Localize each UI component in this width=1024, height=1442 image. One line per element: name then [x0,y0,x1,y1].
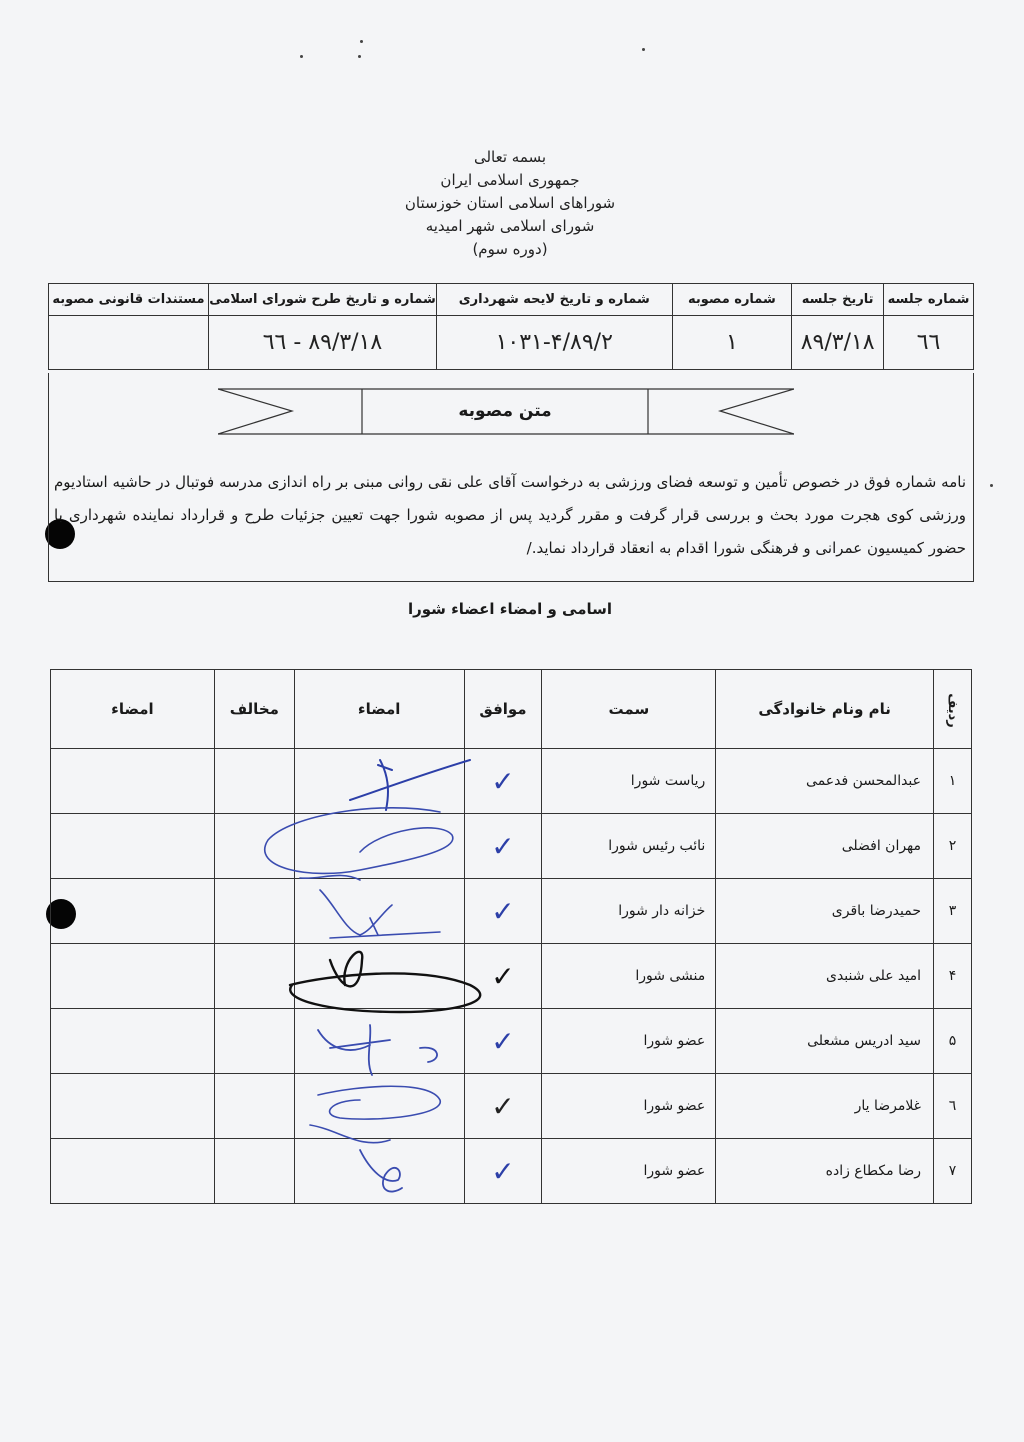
members-section-title: اسامی و امضاء اعضاء شورا [407,600,613,618]
agree-check-icon: ✓ [464,1074,542,1139]
row-number: ١ [934,749,972,814]
invocation: بسمه تعالی [473,148,547,166]
session-number-value: ٦٦ [884,316,974,370]
oppose-cell [214,1009,294,1074]
agree-check-icon: ✓ [464,814,542,879]
signature2-cell [51,1009,215,1074]
row-number: ۴ [934,944,972,1009]
session-number-header: شماره جلسه [884,284,974,316]
name-header: نام ونام خانوادگی [716,670,934,749]
signature2-cell [51,1139,215,1204]
member-name: مهران افضلی [716,814,934,879]
row-number: ۵ [934,1009,972,1074]
member-name: حمیدرضا باقری [716,879,934,944]
signature2-cell [51,879,215,944]
oppose-cell [214,1074,294,1139]
agree-check-icon: ✓ [464,1139,542,1204]
scan-speck [300,55,303,58]
council-term: (دوره سوم) [472,240,548,258]
scan-speck [642,48,645,51]
signature2-header: امضاء [51,670,215,749]
oppose-cell [214,814,294,879]
signature2-cell [51,944,215,1009]
member-name: عبدالمحسن فدعمی [716,749,934,814]
agree-check-icon: ✓ [464,1009,542,1074]
scan-speck [358,55,361,58]
oppose-header: مخالف [214,670,294,749]
members-table [50,669,972,1204]
oppose-cell [214,1139,294,1204]
plan-number-date-value: ٨٩/٣/١٨ - ٦٦ [208,316,436,370]
table-row [51,1074,972,1139]
member-name: رضا مکطاع زاده [716,1139,934,1204]
resolution-meta-table [48,283,974,370]
signature-cell [294,1074,464,1139]
member-name: امید علی شنبدی [716,944,934,1009]
signature-cell [294,1139,464,1204]
document-header [300,146,720,261]
oppose-cell [214,944,294,1009]
member-position: خزانه دار شورا [542,879,716,944]
legal-documents-value [49,316,209,370]
oppose-cell [214,879,294,944]
resolution-text: نامه شماره فوق در خصوص تأمین و توسعه فضای ورزشی به درخواست آقای علی نقی روانی مبنی بر راه اندازی مدرسه فوتبال در حاشیه استادیوم ورزشی کوی هجرت مورد بحث و بررسی قرار گرفت و مقرر گردید پس از مصوبه شورا جهت تعیین جزئیات طرح و قرارداد نماینده شهرداری با حضور کمیسیون عمرانی و فرهنگی شورا اقدام به انعقاد قرارداد نماید./ [54,473,966,557]
resolution-number-header: شماره مصوبه [672,284,792,316]
signature-cell [294,879,464,944]
table-row [51,1009,972,1074]
scan-speck [360,40,363,43]
table-row [51,749,972,814]
session-date-value: ٨٩/٣/١٨ [792,316,884,370]
member-position: نائب رئیس شورا [542,814,716,879]
table-row [51,814,972,879]
row-number-header: ردیف [934,670,972,749]
row-number: ٢ [934,814,972,879]
signature-cell [294,944,464,1009]
oppose-cell [214,749,294,814]
city-council: شورای اسلامی شهر امیدیه [425,217,595,235]
agree-check-icon: ✓ [464,749,542,814]
bill-number-date-value: ٨٩/٢/۴-١٠٣١ [436,316,672,370]
signature-header: امضاء [294,670,464,749]
member-position: منشی شورا [542,944,716,1009]
member-position: عضو شورا [542,1139,716,1204]
agree-header: موافق [464,670,542,749]
plan-number-date-header: شماره و تاریخ طرح شورای اسلامی [208,284,436,316]
bill-number-date-header: شماره و تاریخ لایحه شهرداری [436,284,672,316]
position-header: سمت [542,670,716,749]
legal-documents-header: مستندات قانونی مصوبه [49,284,209,316]
signature-cell [294,1009,464,1074]
agree-check-icon: ✓ [464,944,542,1009]
resolution-number-value: ١ [672,316,792,370]
signature2-cell [51,814,215,879]
signature2-cell [51,1074,215,1139]
row-number: ٧ [934,1139,972,1204]
country-name: جمهوری اسلامی ایران [440,171,580,189]
scan-speck [990,484,993,487]
signature-cell [294,814,464,879]
banner-right-arrow [720,389,794,434]
table-row [51,879,972,944]
table-row [51,1139,972,1204]
signature-cell [294,749,464,814]
member-position: عضو شورا [542,1074,716,1139]
banner-left-arrow [218,389,292,434]
member-name: سید ادریس مشعلی [716,1009,934,1074]
resolution-title: متن مصوبه [458,401,552,421]
member-position: ریاست شورا [542,749,716,814]
province-councils: شوراهای اسلامی استان خوزستان [404,194,616,212]
signature2-cell [51,749,215,814]
member-name: غلامرضا یار [716,1074,934,1139]
agree-check-icon: ✓ [464,879,542,944]
row-number: ٦ [934,1074,972,1139]
table-row [51,944,972,1009]
row-number: ٣ [934,879,972,944]
session-date-header: تاریخ جلسه [792,284,884,316]
member-position: عضو شورا [542,1009,716,1074]
